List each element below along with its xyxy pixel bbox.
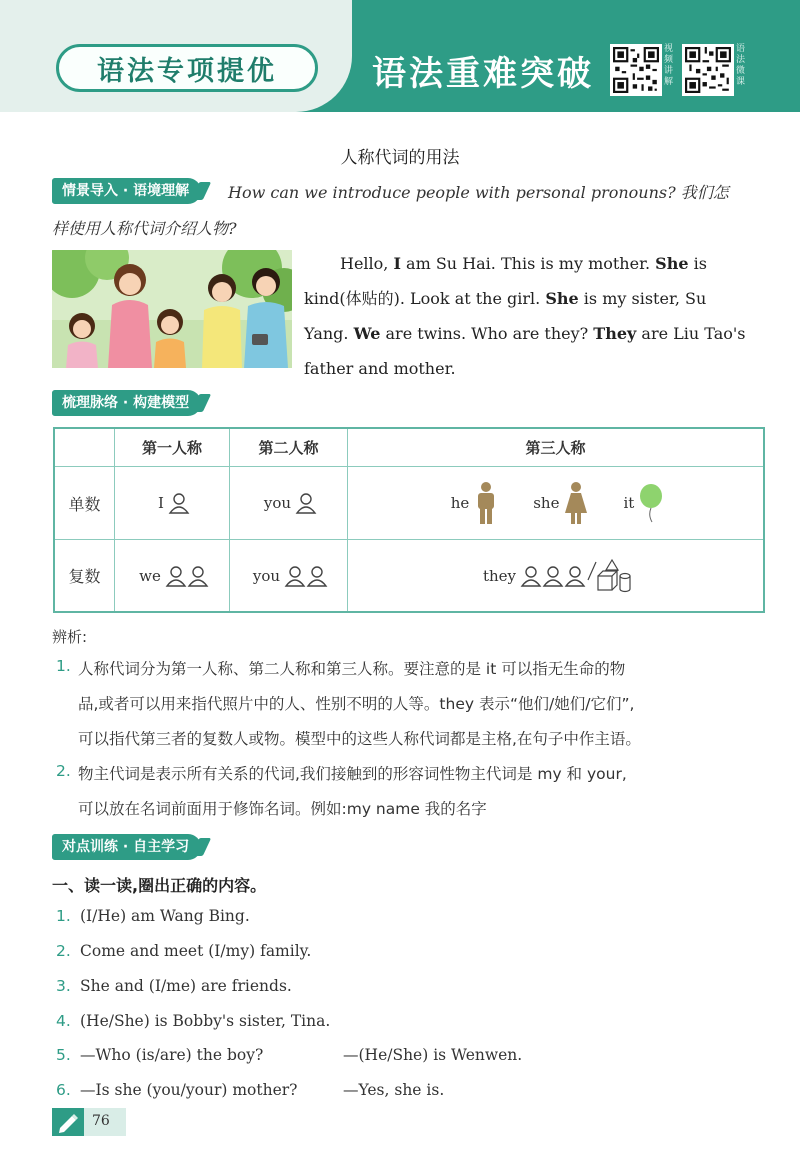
table-corner-cell bbox=[55, 429, 115, 466]
story-pronoun: I bbox=[393, 254, 401, 273]
row-label-singular: 单数 bbox=[55, 467, 115, 539]
story-text: is my sister, Su bbox=[578, 289, 707, 308]
analysis-item-1 bbox=[52, 657, 768, 757]
exercise-number: 4. bbox=[56, 1012, 71, 1030]
story-text: are Liu Tao's bbox=[636, 324, 746, 343]
row-label-plural: 复数 bbox=[55, 540, 115, 611]
female-figure-icon bbox=[563, 481, 589, 525]
practice-subtitle: 一、读一读,圈出正确的内容。 bbox=[52, 876, 267, 895]
cell-first-plural bbox=[115, 540, 230, 611]
story-text: is bbox=[688, 254, 707, 273]
practice-tag: 对点训练 · 自主学习 bbox=[52, 834, 201, 860]
analysis-line: 人称代词分为第一人称、第二人称和第三人称。要注意的是 it 可以指无生命的物 bbox=[78, 660, 626, 678]
section-badge: 语法专项提优 bbox=[56, 44, 318, 92]
person-icon bbox=[295, 492, 317, 514]
exercise-text: (He/She) is Bobby's sister, Tina. bbox=[80, 1012, 331, 1030]
exercise-response: —Yes, she is. bbox=[343, 1081, 445, 1099]
story-text: kind(体贴的). Look at the girl. bbox=[304, 289, 546, 308]
pronoun-it: it bbox=[623, 494, 635, 512]
analysis-line: 物主代词是表示所有关系的代词,我们接触到的形容词性物主代词是 my 和 your, bbox=[78, 765, 627, 783]
pronoun-she: she bbox=[533, 494, 560, 512]
exercise-item[interactable] bbox=[56, 1012, 330, 1030]
page-number: 76 bbox=[92, 1113, 110, 1129]
story-text: father and mother. bbox=[304, 359, 456, 378]
analysis-item-number: 1. bbox=[56, 657, 71, 675]
person-icon bbox=[187, 565, 209, 587]
balloon-icon bbox=[638, 483, 664, 523]
header-title: 语法重难突破 bbox=[372, 54, 594, 94]
story-line bbox=[304, 281, 766, 316]
pronoun-they: they bbox=[482, 566, 517, 585]
person-icon bbox=[542, 565, 564, 587]
cell-second-singular bbox=[230, 467, 348, 539]
exercise-number: 2. bbox=[56, 942, 71, 960]
header-left-panel bbox=[0, 0, 352, 112]
story-line bbox=[304, 246, 766, 281]
person-icon bbox=[564, 565, 586, 587]
pronoun-we: we bbox=[139, 566, 161, 585]
intro-story bbox=[304, 246, 766, 386]
story-pronoun: They bbox=[593, 324, 637, 343]
cell-second-plural bbox=[230, 540, 348, 611]
cell-third-plural bbox=[348, 540, 763, 611]
exercise-text: (I/He) am Wang Bing. bbox=[80, 907, 250, 925]
header-first-person: 第一人称 bbox=[115, 429, 230, 466]
exercise-number: 3. bbox=[56, 977, 71, 995]
exercise-text: Come and meet (I/my) family. bbox=[80, 942, 312, 960]
story-text: are twins. Who are they? bbox=[380, 324, 594, 343]
exercise-item[interactable] bbox=[56, 977, 292, 995]
qr-code-graphic bbox=[685, 47, 731, 93]
exercise-response: —(He/She) is Wenwen. bbox=[343, 1046, 523, 1064]
intro-tag: 情景导入 · 语境理解 bbox=[52, 178, 201, 204]
family-illustration-graphic bbox=[52, 250, 292, 368]
analysis-line: 可以放在名词前面用于修饰名词。例如:my name 我的名字 bbox=[78, 800, 487, 818]
exercise-item[interactable] bbox=[56, 1081, 445, 1099]
pronoun-i: I bbox=[158, 494, 164, 512]
table-header-row bbox=[55, 429, 763, 467]
person-icon bbox=[520, 565, 542, 587]
qr-label-video: 视频讲解 bbox=[664, 44, 674, 87]
intro-question-continued: 样使用人称代词介绍人物? bbox=[52, 219, 237, 238]
pronoun-you: you bbox=[263, 494, 292, 512]
section-title: 人称代词的用法 bbox=[340, 148, 460, 168]
story-line bbox=[304, 351, 766, 386]
family-illustration bbox=[52, 250, 292, 368]
person-icon bbox=[284, 565, 306, 587]
exercise-item[interactable] bbox=[56, 942, 311, 960]
exercise-item[interactable] bbox=[56, 907, 250, 925]
pronoun-you-plural: you bbox=[252, 566, 281, 585]
story-text: Yang. bbox=[304, 324, 354, 343]
page-header bbox=[0, 0, 800, 112]
analysis-item-number: 2. bbox=[56, 762, 71, 780]
story-pronoun: She bbox=[655, 254, 689, 273]
table-row-singular bbox=[55, 467, 763, 540]
analysis-line: 可以指代第三者的复数人或物。模型中的这些人称代词都是主格,在句子中作主语。 bbox=[78, 730, 641, 748]
exercise-number: 1. bbox=[56, 907, 71, 925]
qr-code-graphic bbox=[613, 47, 659, 93]
exercise-text: She and (I/me) are friends. bbox=[80, 977, 292, 995]
model-tag: 梳理脉络 · 构建模型 bbox=[52, 390, 201, 416]
pronoun-he: he bbox=[450, 494, 470, 512]
qr-code-icon[interactable] bbox=[682, 44, 734, 96]
person-icon bbox=[168, 492, 190, 514]
page-number-box bbox=[52, 1108, 126, 1136]
pronoun-table bbox=[53, 427, 765, 613]
story-pronoun: We bbox=[353, 324, 381, 343]
exercise-number: 5. bbox=[56, 1046, 71, 1064]
exercise-number: 6. bbox=[56, 1081, 71, 1099]
analysis-line: 品,或者可以用来指代照片中的人、性别不明的人等。they 表示“他们/她们/它们”, bbox=[78, 695, 635, 713]
male-figure-icon bbox=[473, 481, 499, 525]
cell-third-singular bbox=[348, 467, 763, 539]
exercise-item[interactable] bbox=[56, 1046, 523, 1064]
story-text: am Su Hai. This is my mother. bbox=[400, 254, 656, 273]
story-pronoun: She bbox=[545, 289, 579, 308]
cell-first-singular bbox=[115, 467, 230, 539]
intro-question: How can we introduce people with personal pronouns? 我们怎 bbox=[228, 183, 729, 202]
story-text: Hello, bbox=[340, 254, 394, 273]
table-row-plural bbox=[55, 540, 763, 611]
header-third-person: 第三人称 bbox=[525, 439, 586, 457]
qr-label-micro-lesson: 语法微课 bbox=[736, 44, 746, 87]
person-icon bbox=[306, 565, 328, 587]
analysis-label: 辨析: bbox=[52, 628, 88, 646]
qr-code-icon[interactable] bbox=[610, 44, 662, 96]
exercise-text: —Who (is/are) the boy? bbox=[80, 1046, 264, 1064]
exercise-text: —Is she (you/your) mother? bbox=[80, 1081, 298, 1099]
pencil-icon bbox=[52, 1108, 84, 1136]
objects-icon bbox=[586, 558, 632, 594]
analysis-item-2 bbox=[52, 762, 768, 828]
person-icon bbox=[165, 565, 187, 587]
story-line bbox=[304, 316, 766, 351]
header-second-person: 第二人称 bbox=[230, 429, 348, 466]
